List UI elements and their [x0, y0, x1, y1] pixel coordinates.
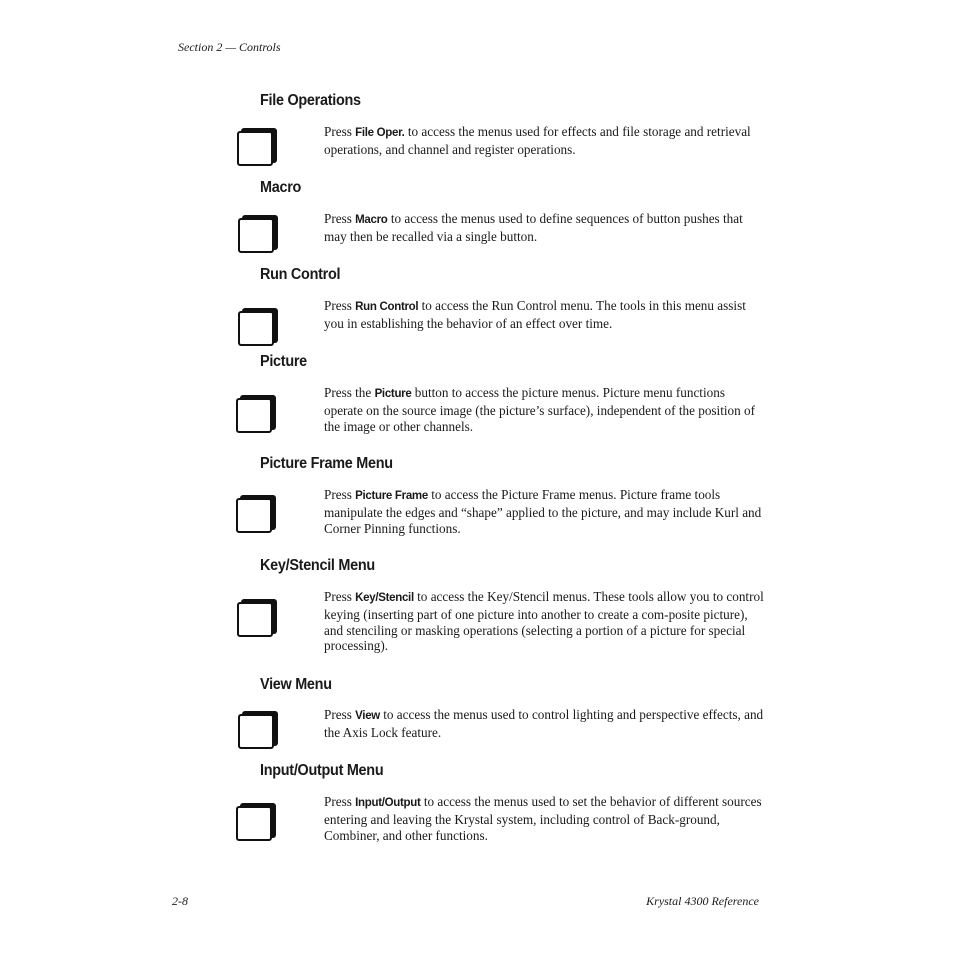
desc-text: Press: [324, 794, 356, 809]
running-header: Section 2 — Controls: [178, 40, 281, 54]
desc-text: Press: [324, 211, 356, 226]
picture-frame-key-icon: [236, 498, 272, 533]
section-description: [324, 589, 764, 654]
section-heading-key-stencil-menu: Key/Stencil Menu: [260, 557, 375, 574]
button-label: Key/Stencil: [355, 592, 414, 604]
section-description: [324, 124, 764, 158]
desc-text: to access the menus used to control lighting and perspective effects, and the Axis Lock feature.: [324, 707, 764, 740]
section-heading-picture: Picture: [260, 353, 307, 370]
button-label: View: [355, 710, 380, 722]
key-stencil-key-icon: [237, 602, 273, 637]
desc-text: Press: [324, 487, 356, 502]
desc-text: to access the menus used to define sequences of button pushes that may then be recalled via a single button.: [324, 211, 743, 244]
document-title: Krystal 4300 Reference: [646, 894, 759, 908]
section-description: [324, 794, 764, 843]
button-label: Input/Output: [355, 797, 421, 809]
section-heading-run-control: Run Control: [260, 266, 341, 283]
button-label: Picture Frame: [355, 490, 428, 502]
desc-text: Press the: [324, 385, 375, 400]
section-heading-macro: Macro: [260, 179, 302, 196]
desc-text: Press: [324, 589, 356, 604]
section-description: [324, 298, 764, 332]
section-heading-input-output-menu: Input/Output Menu: [260, 762, 384, 779]
section-description: [324, 487, 764, 536]
button-label: Run Control: [355, 301, 419, 313]
desc-text: to access the Key/Stencil menus. These tools allow you to control keying (inserting part of one picture into another to create a com-posite picture), and stenciling or masking operations (selecting a portion of a picture for special processing).: [324, 589, 764, 654]
button-label: File Oper.: [355, 127, 405, 139]
file-oper-key-icon: [237, 131, 273, 166]
desc-text: Press: [324, 124, 356, 139]
button-label: Macro: [355, 214, 388, 226]
desc-text: to access the Run Control menu. The tools in this menu assist you in establishing the behavior of an effect over time.: [324, 298, 746, 331]
section-description: [324, 211, 764, 245]
section-heading-view-menu: View Menu: [260, 676, 332, 693]
section-heading-file-operations: File Operations: [260, 92, 361, 109]
page-number: 2-8: [172, 894, 188, 908]
input-output-key-icon: [236, 806, 272, 841]
picture-key-icon: [236, 398, 272, 433]
desc-text: to access the menus used to set the behavior of different sources entering and leaving the Krystal system, including control of Back-ground, Combiner, and other functions.: [324, 794, 762, 843]
desc-text: Press: [324, 298, 356, 313]
view-key-icon: [238, 714, 274, 749]
desc-text: Press: [324, 707, 356, 722]
desc-text: to access the Picture Frame menus. Picture frame tools manipulate the edges and “shape” applied to the picture, and may include Kurl and Corner Pinning functions.: [324, 487, 762, 536]
desc-text: button to access the picture menus. Picture menu functions operate on the source image (the picture’s surface), independent of the position of the image or other channels.: [324, 385, 756, 434]
run-control-key-icon: [238, 311, 274, 346]
section-description: [324, 385, 764, 434]
desc-text: to access the menus used for effects and file storage and retrieval operations, and channel and register operations.: [324, 124, 751, 157]
button-label: Picture: [374, 388, 412, 400]
macro-key-icon: [238, 218, 274, 253]
section-description: [324, 707, 764, 741]
section-heading-picture-frame-menu: Picture Frame Menu: [260, 455, 393, 472]
